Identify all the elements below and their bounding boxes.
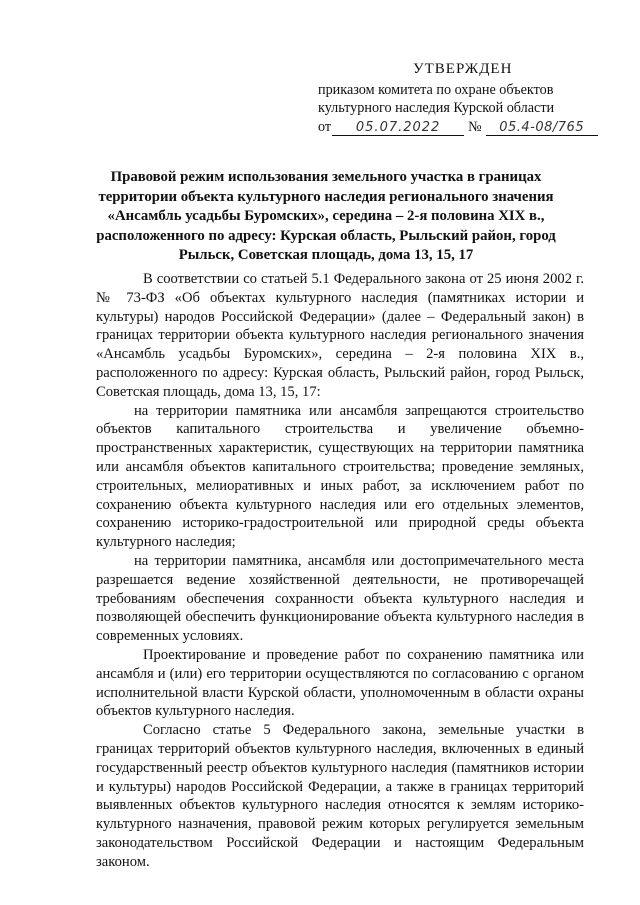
approval-heading: УТВЕРЖДЕН <box>413 61 513 77</box>
paragraph-land-status: Согласно статье 5 Федерального закона, земельные участки в границах территорий объектов культурного наследия, включенных в единый государственный реестр объектов культурного наследия (памятников истории и культуры) народов Российской Федерации, а также в границах территорий выявленных объектов культурного наследия относятся к землям историко-культурного назначения, правовой режим которых регулируется земельным законодательством Российской Федерации и настоящим Федеральным законом. <box>96 722 584 870</box>
date-prefix: от <box>318 118 332 135</box>
approval-date-number-line <box>318 118 618 137</box>
paragraph-permissions: на территории памятника, ансамбля или достопримечательного места разрешается ведение хозяйственной деятельности, не противоречащей требованиям обеспечения сохранности объекта культурного наследия и позволяющей обеспечить функционирование объекта культурного наследия в современных условиях. <box>96 552 584 645</box>
approval-block <box>318 60 618 136</box>
paragraph-prohibitions: на территории памятника или ансамбля запрещаются строительство объектов капитального строительства и увеличение объемно-пространственных характеристик, существующих на территории памятника или ансамбля объектов капитального строительства; проведение земляных, строительных, мелиоративных и иных работ, за исключением работ по сохранению объекта культурного наследия или его отдельных элементов, сохранению историко-градостроительной или природной среды объекта культурного наследия; <box>96 402 584 551</box>
handwritten-date: 05.07.2022 <box>332 121 464 136</box>
document-title: Правовой режим использования земельного участка в границах территории объекта культурного наследия регионального значения «Ансамбль усадьбы Буромских», середина – 2-я половина XIX в., расположенного по адресу: Курская область, Рыльский район, город Рыльск, Советская площадь, дома 13, 15, 17 <box>96 169 556 264</box>
approval-line-2: культурного наследия Курской области <box>318 100 555 116</box>
paragraph-intro: В соответствии со статьей 5.1 Федерального закона от 25 июня 2002 г. № 73-ФЗ «Об объектах культурного наследия (памятниках истории и культуры) народов Российской Федерации» (далее – Федеральный закон) в границах территории объекта культурного наследия регионального значения «Ансамбль усадьбы Буромских», середина – 2-я половина XIX в., расположенного по адресу: Курская область, Рыльский район, город Рыльск, Советская площадь, дома 13, 15, 17: <box>96 271 584 400</box>
paragraph-design-works: Проектирование и проведение работ по сохранению памятника или ансамбля и (или) его территории осуществляются по согласованию с органом исполнительной власти Курской области, уполномоченным в области охраны объектов культурного наследия. <box>96 646 584 720</box>
approval-line-1: приказом комитета по охране объектов <box>318 81 554 98</box>
number-prefix: № <box>468 118 482 135</box>
document-body <box>96 270 584 872</box>
handwritten-number: 05.4-08/765 <box>486 121 598 136</box>
